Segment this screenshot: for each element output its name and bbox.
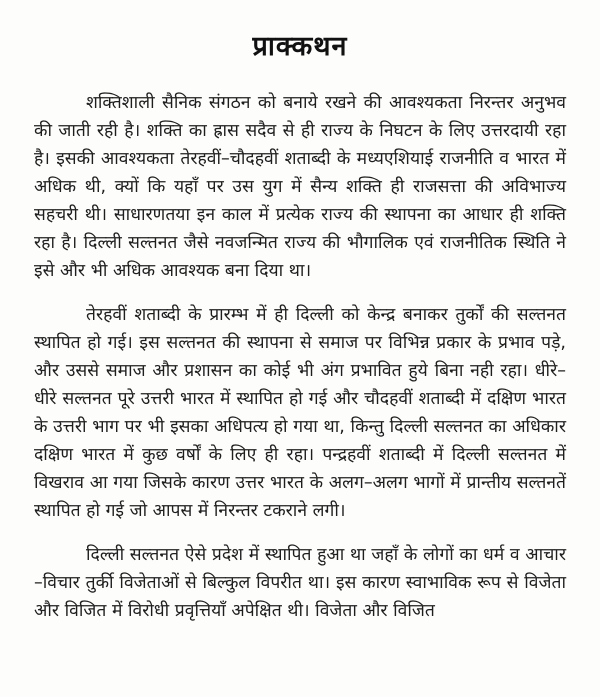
paragraph-2: तेरहवीं शताब्दी के प्रारम्भ में ही दिल्ली को केन्द्र बनाकर तुर्कों की सल्तनत स्थापित हो गई। इस सल्तनत की स्थापना से समाज पर विभिन्न प्रकार के प्रभाव पड़े, और उससे समाज और प्रशासन का कोई भी अंग प्रभावित हुये बिना नही रहा। धीरे–धीरे सल्तनत पूरे उत्तरी भारत में स्थापित हो गई और चौदहवीं शताब्दी में दक्षिण भारत के उत्तरी भाग पर भी इसका अधिपत्य हो गया था, किन्तु दिल्ली सल्तनत का अधिकार दक्षिण भारत में कुछ वर्षों के लिए ही रहा। पन्द्रहवीं शताब्दी में दिल्ली सल्तनत में विखराव आ गया जिसके कारण उत्तर भारत के अलग–अलग भागों में प्रान्तीय सल्तनतें स्थापित हो गई जो आपस में निरन्तर टकराने लगी। xyxy=(34,305,566,521)
document-body xyxy=(34,89,566,625)
paragraph-3: दिल्ली सल्तनत ऐसे प्रदेश में स्थापित हुआ था जहाँ के लोगों का धर्म व आचार –विचार तुर्की विजेताओं से बिल्कुल विपरीत था। इस कारण स्वाभाविक रूप से विजेता और विजित में विरोधी प्रवृत्तियाँ अपेक्षित थी। विजेता और विजित xyxy=(34,545,566,621)
page-title: प्राक्कथन xyxy=(252,31,348,62)
paragraph-1: शक्तिशाली सैनिक संगठन को बनाये रखने की आवश्यकता निरन्तर अनुभव की जाती रही है। शक्ति का ह्रास सदैव से ही राज्य के निघटन के लिए उत्तरदायी रहा है। इसकी आवश्यकता तेरहवीं–चौदहवीं शताब्दी के मध्यएशियाई राजनीति व भारत में अधिक थी, क्यों कि यहाँ पर उस युग में सैन्य शक्ति ही राजसत्ता की अविभाज्य सहचरी थी। साधारणतया इन काल में प्रत्येक राज्य की स्थापना का आधार ही शक्ति रहा है। दिल्ली सल्तनत जैसे नवजन्मित राज्य की भौगालिक एवं राजनीतिक स्थिति ने इसे और भी अधिक आवश्यक बना दिया था। xyxy=(34,93,566,281)
